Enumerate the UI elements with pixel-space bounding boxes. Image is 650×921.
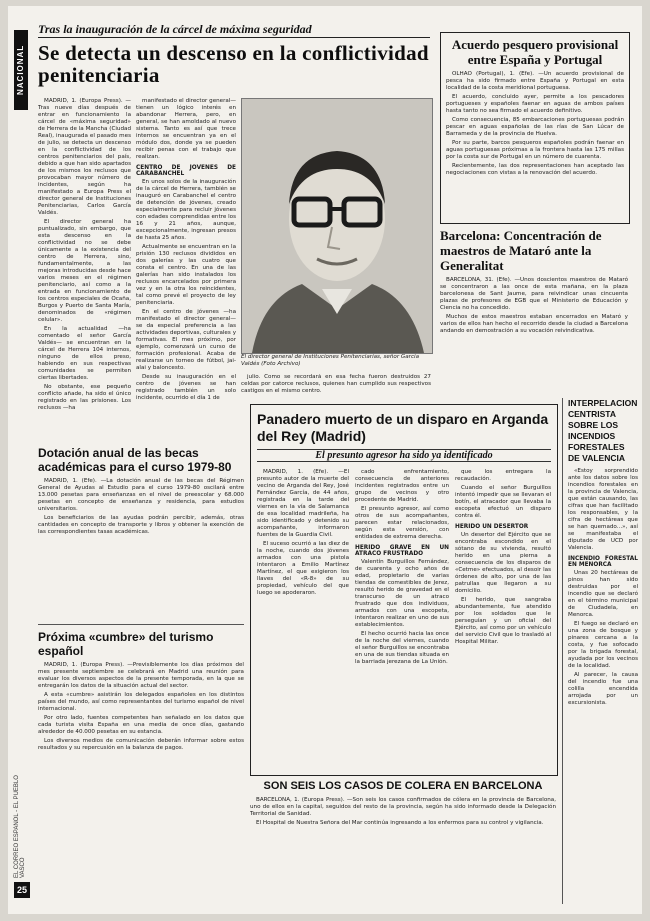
colera-headline: SON SEIS LOS CASOS DE COLERA EN BARCELONA (263, 780, 543, 792)
photo-caption: El director general de Instituciones Penitenciarias, señor García Valdés (Foto Archivo) (241, 354, 420, 367)
acuerdo-body: OLHAO (Portugal), 1. (Efe). —Un acuerdo provisional de pesca ha sido firmado entre España y Portugal en esta localidad de la costa meridional portuguesa. El acuerdo, concluido ayer, permite a los pescadores portugueses y españoles faenar en aguas de ambos países hasta tanto no sea firmado el acuerdo definitivo. Como consecuencia, 85 embarcaciones portuguesas podrán pescar en aguas españolas de las rías de San Lúcar de Barrameda y de la provincia de Huelva. Por su parte, barcos pesqueros españoles podrán faenar en aguas portuguesas próximas a la frontera hasta las 175 millas por la costa sur de Portugal en un número de cuarenta. Recientemente, las dos representaciones han aceptado las negociaciones con vistas a la renovación del acuerdo. (446, 71, 624, 176)
divider (38, 624, 244, 625)
section-label: NACIONAL (16, 44, 25, 96)
interpelacion-subhead: INCENDIO FORESTAL EN MENORCA (568, 556, 638, 568)
barcelona-article (440, 228, 628, 388)
panadero-col-3: que los entregara la recaudación. Cuando el señor Burguillos intentó impedir que se llevaran el botín, el atracador que llevaba la escopeta efectuó un disparo contra él. HERIDO UN DESERTOR Un desertor del Ejército que se encontraba escondido en el sótano de su vivienda, resultó herido en una pierna a consecuencia de los disparos de «Cetme» efectuados, al desoir las órdenes de alto, por una de las patrullas que llegaron a su domicilio. El herido, que sangraba abundantemente, fue atendido por los soldados que le perseguían y un oficial del Ejército, así como por un vehículo del servicio Civil que lo trasladó al Hospital Militar. (455, 469, 551, 645)
acuerdo-box (440, 32, 630, 224)
column-divider (562, 398, 563, 904)
acuerdo-headline: Acuerdo pesquero provisional entre España y Portugal (451, 37, 619, 67)
side-footer: EL CORREO ESPAÑOL - EL PUEBLO VASCO (14, 775, 26, 878)
portrait-illustration (242, 99, 432, 353)
proxima-headline: Próxima «cumbre» del turismo español (38, 630, 214, 658)
panadero-deck: El presunto agresor ha sido ya identificado (257, 449, 551, 462)
colera-article (250, 780, 556, 904)
lead-kicker: Tras la inauguración de la cárcel de máxima seguridad (38, 22, 430, 38)
interpelacion-article (568, 398, 638, 906)
newspaper-page (8, 6, 642, 914)
panadero-subhead-2: HERIDO UN DESERTOR (455, 524, 529, 530)
dotacion-body: MADRID, 1. (Efe). —La dotación anual de las becas del Régimen General de Ayudas al Estudio para el curso 1979-80 oscilará entre 13.000 pesetas para enseñanzas en el nivel de preescolar y 68.000 pesetas en concepto de enseñanza y residencia, para estudios universitarios. Los beneficiarios de las ayudas podrán percibir, además, otras cantidades en concepto de transporte y libros y obtener la exención de las correspondientes tasas académicas. (38, 478, 244, 535)
proxima-body: MADRID, 1. (Europa Press). —Previsiblemente los días próximos del mes presente septiembre se celebrará en Madrid una reunión para evaluar los diversos aspectos de la presente temporada, en la que se entregarán los datos de la situación actual del sector. A esta «cumbre» asistirán los delegados españoles en los distintos países del mundo, así como representantes del turismo español de nivel internacional. Por otro lado, fuentes competentes han señalado en los datos que cada turista visita España en una media de once días, gastando alrededor de 40.000 pesetas en su estancia. Los diversos medios de comunicación deberán informar sobre estos resultados y su repercusión en la balanza de pagos. (38, 662, 244, 751)
portrait-photo (241, 98, 433, 354)
lead-subhead: CENTRO DE JOVENES DE CARABANCHEL (136, 165, 236, 177)
page-number: 25 (14, 882, 30, 898)
barcelona-headline: Barcelona: Concentración de maestros de Mataró ante la Generalitat (440, 228, 602, 273)
barcelona-body: BARCELONA, 31. (Efe). —Unos doscientos maestros de Mataró se concentraron a las once de esta mañana, en la plaza barcelonesa de Sant Jaume, para reivindicar unas cincuenta plazas de profesores de EGB que el Ministerio de Educación y Ciencia no ha concedido. Muchos de estos maestros estaban encerrados en Mataró y varios de ellos han hecho el recorrido desde la ciudad a Barcelona andando en demostración a su vocación reivindicativa. (440, 277, 628, 334)
lead-col-1: MADRID, 1. (Europa Press). —Tras nueve días después de entrar en funcionamiento la cárcel de «máxima seguridad» de Herrera de la Mancha (Ciudad Real), inaugurada el pasado mes de julio, se detecta un descenso en la conflictividad de los centros penitenciarios del país, debido a que han sido apartados de los mismos los reclusos que provocaban mayor número de incidentes, según ha manifestado a Europa Press el director general de Instituciones Penitenciarias, Carlos García Valdés. El director general ha puntualizado, sin embargo, que esta descenso en la conflictividad no se debe únicamente a la existencia del centro de Herrera, sino, fundamentalmente, a las mejoras introducidas desde hace varios meses en el régimen penitenciario, así como a la entrada en funcionamiento de los centros especiales de Ocaña, Burgos y Puerto de Santa María, denominados de «régimen celular». En la actualidad —ha comentado el señor García Valdés— se encuentran en la cárcel de Herrera 104 internos, ninguno de ellos preso, habiendo en sus respectivas comunidades se permiten ciertas libertades. No obstante, ese pequeño conflicto añade, ha sido el único registrado en las prisiones. Los reclusos —ha (38, 98, 131, 411)
dotacion-article (38, 446, 244, 622)
interpelacion-headline: INTERPELACION CENTRISTA SOBRE LOS INCENDIOS FORESTALES DE VALENCIA (568, 398, 638, 463)
lead-col-2: manifestado el director general— tienen un lógico interés en abandonar Herrera, pero, en general, se han amoldado al nuevo sistema. Tanto es así que trece internos se encuentran ya en el módulo dos, donde ya se pueden recibir penas con el trabajo que realizan. CENTRO DE JOVENES DE CARABANCHEL En unos solos de la inauguración de la cárcel de Herrera, también se inauguró en Carabanchel el centro de detención de jóvenes, creado especialmente para recluir jóvenes con edades comprendidas entre los 16 y 21 años, aunque, excepcionalmente, ingresan presos de hasta 25 años. Actualmente se encuentran en la prisión 130 reclusos divididos en dos galerías y las cuatro que consta el centro. En una de las galerías han sido instalados los reclusos encarcelados por primera vez y en la otra los reincidentes, tal como prevé el proyecto de ley penitenciaria. En el centro de jóvenes —ha manifestado el director general— se da especial preferencia a las actividades deportivas, culturales y formativas. El mes próximo, por ejemplo, comenzará un curso de formación profesional. Acaba de realizarse un torneo de fútbol, jai-alai y baloncesto. Desde su inauguración en el centro de jóvenes se han registrado también un solo incidente, ocurrido el día 1 de (136, 98, 236, 401)
lead-headline: Se detecta un descenso en la conflictividad penitenciaria (38, 42, 429, 87)
panadero-box (250, 404, 558, 776)
panadero-subhead-1: HERIDO GRAVE EN UN ATRACO FRUSTRADO (355, 545, 449, 557)
panadero-col-2: cado enfrentamiento, consecuencia de anteriores incidentes registrados entre un grupo de vecinos y otro procedente de Madrid. El presunto agresor, así como otros de sus acompañantes, parecen estar relacionados, según esta versión, con entidades de extrema derecha. HERIDO GRAVE EN UN ATRACO FRUSTRADO Valentín Burguillos Fernández, de cuarenta y ocho años de edad, propietario de varias tiendas de comestibles de Jerez, resultó herido de gravedad en el transcurso de un atraco frustrado que dos individuos, armados con una escopeta, intentaron realizar en uno de sus establecimientos. El hecho ocurrió hacia las once de la noche del viernes, cuando el señor Burguillos se encontraba en una de sus tiendas situada en la barriada jerezana de La Unión. (355, 469, 449, 665)
interpelacion-body: «Estoy sorprendido ante los datos sobre los incendios forestales en la provincia de Valencia, que están causando, las cifras que han facilitado los responsables, y la cifra de hectáreas que se han quemado...», así se manifestaba el diputado de UCD por Valencia. INCENDIO FORESTAL EN MENORCA Unas 20 hectáreas de pinos han sido destruidas por el incendio que se declaró en el término municipal de Ciudadela, en Menorca. El fuego se declaró en una zona de bosque y pinares cercana a la costa, y fue sofocado por la brigada forestal, ayudada por los vecinos de la localidad. Al parecer, la causa del incendio fue una colilla encendida arrojada por un excursionista. (568, 468, 638, 706)
proxima-article (38, 630, 244, 900)
lead-tail: julio. Como se recordará en esa fecha fueron destruidos 27 celdas por catorce reclusos, quienes han cumplido sus respectivos castigos en el mismo centro. (241, 374, 431, 394)
panadero-col-1: MADRID, 1. (Efe). —El presunto autor de la muerte del vecino de Arganda del Rey, José Fernández García, de 44 años, registrada en la tarde del viernes en la vía de Salamanca de esa localidad madrileña, ha sido identificado y detenido su acompañante, informaron fuentes de la Guardia Civil. El suceso ocurrió a las diez de la noche, cuando dos jóvenes armados con una pistola intentaron a Emilio Martínez Martínez, el que exigieron los llaves del «R-8» de su propiedad, vehículo del que luego se apoderaron. (257, 469, 349, 596)
colera-body: BARCELONA, 1. (Europa Press). —Son seis los casos confirmados de cólera en la provincia de Barcelona, uno de ellos en la capital, seguidos del resto de la provincia, según ha sido informado desde la Delegación Territorial de Sanidad. El Hospital de Nuestra Señora del Mar continúa ingresando a los enfermos para su control y vigilancia. (250, 797, 556, 826)
dotacion-headline: Dotación anual de las becas académicas para el curso 1979-80 (38, 446, 232, 474)
section-tab (14, 30, 28, 110)
panadero-headline: Panadero muerto de un disparo en Arganda del Rey (Madrid) (257, 411, 549, 444)
